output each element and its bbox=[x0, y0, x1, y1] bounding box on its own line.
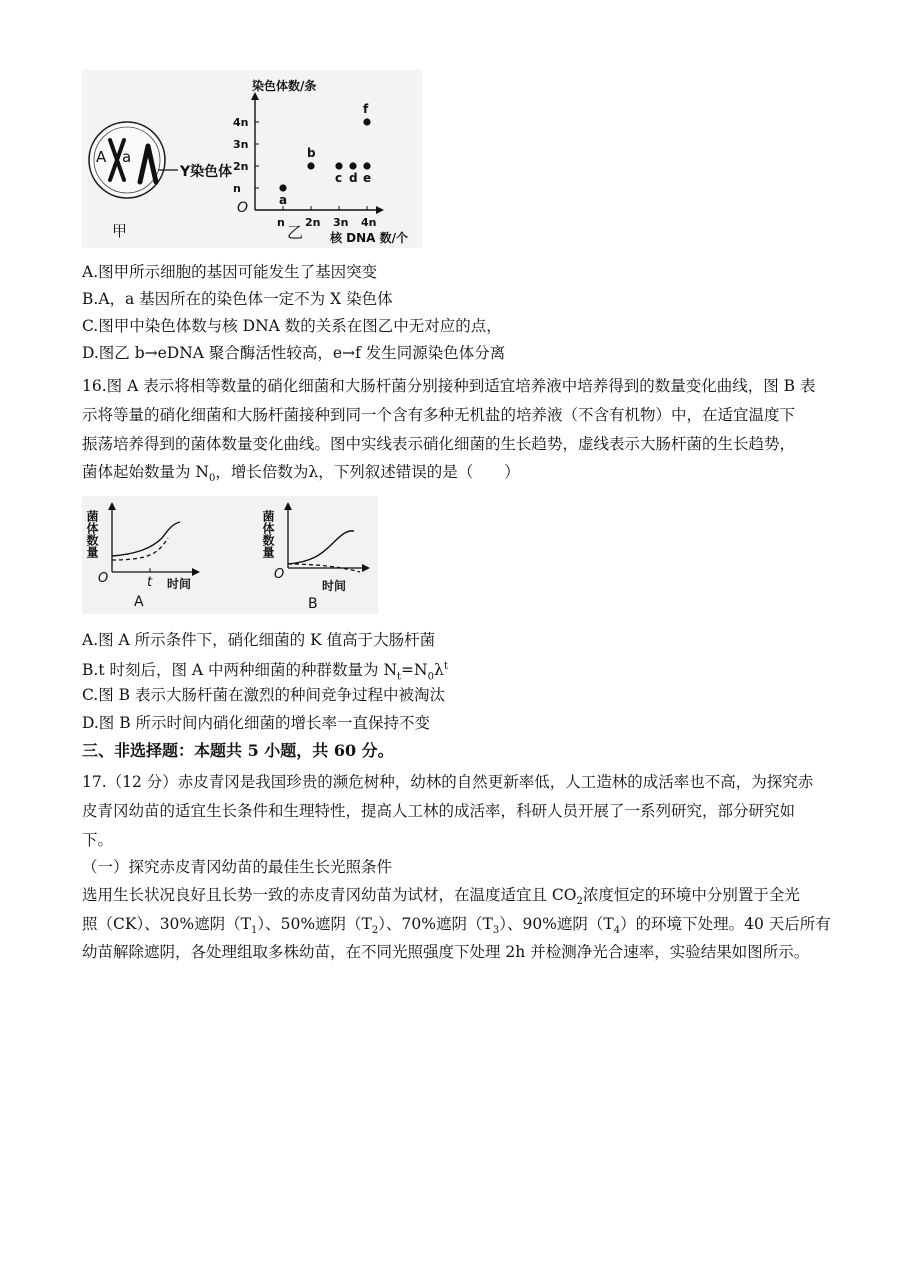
q17-stem-line6: 照（CK）、30%遮阴$(T_1)$、50%遮阴$(T_2)$、70%遮阴$(T_3)$、90%遮阴$(T_4)$的环境下处理。40 天后所有 bbox=[82, 915, 831, 937]
yi-xtick-label: n bbox=[277, 216, 285, 229]
chart-b-origin: O bbox=[274, 567, 285, 582]
figure-growth-ab bbox=[82, 496, 378, 614]
yi-point-label-c: c bbox=[335, 171, 343, 185]
yi-point-d bbox=[349, 162, 356, 169]
yi-point-f bbox=[363, 118, 370, 125]
q15-option-d: D.图乙 b→eDNA 聚合酶活性较高，e→f 发生同源染色体分离 bbox=[82, 344, 506, 362]
yi-label: 乙 bbox=[287, 223, 304, 242]
yi-xtick-label: 3n bbox=[333, 216, 349, 229]
figure-jia-yi bbox=[82, 70, 422, 248]
chart-a-origin: O bbox=[98, 571, 109, 586]
q16-stem-line2: 示将等量的硝化细菌和大肠杆菌接种到同一个含有多种无机盐的培养液（不含有机物）中，在适宜温度下 bbox=[82, 406, 796, 424]
chart-a-t: t bbox=[147, 575, 153, 590]
allele-a: a bbox=[122, 148, 132, 166]
q16-option-d: D.图 B 所示时间内硝化细菌的增长率一直保持不变 bbox=[82, 714, 431, 732]
yi-point-label-d: d bbox=[349, 171, 358, 185]
section-3-heading: 三、非选择题：本题共 5 小题，共 60 分。 bbox=[82, 741, 394, 760]
yi-point-a bbox=[279, 184, 286, 191]
q15-option-c: C.图甲中染色体数与核 DNA 数的关系在图乙中无对应的点， bbox=[82, 317, 502, 335]
yi-ytick-label: 2n bbox=[233, 160, 249, 173]
chart-a-caption: A bbox=[134, 594, 144, 610]
yi-xtick-label: 2n bbox=[305, 216, 321, 229]
q17-stem-line3: 下。 bbox=[82, 831, 114, 849]
q17-subtitle: （一）探究赤皮青冈幼苗的最佳生长光照条件 bbox=[82, 858, 393, 876]
q17-stem-line5: 选用生长状况良好且长势一致的赤皮青冈幼苗为试材，在温度适宜且 $CO_2$浓度恒定的环境中分别置于全光 bbox=[82, 886, 800, 908]
yi-point-c bbox=[335, 162, 342, 169]
yi-point-b bbox=[307, 162, 314, 169]
q16-option-c: C.图 B 表示大肠杆菌在激烈的种间竞争过程中被淘汰 bbox=[82, 686, 445, 704]
q16-option-a: A.图 A 所示条件下，硝化细菌的 K 值高于大肠杆菌 bbox=[82, 631, 436, 649]
yi-ytick-label: 3n bbox=[233, 138, 249, 151]
allele-A: A bbox=[96, 148, 107, 166]
q16-option-b: B.t 时刻后，图 A 中两种细菌的种群数量为 $N_t=N_0\lambda^t$ bbox=[82, 661, 448, 683]
chart-a-xlabel: 时间 bbox=[167, 577, 192, 591]
yi-xlabel: 核 DNA 数/个 bbox=[330, 231, 409, 245]
yi-point-e bbox=[363, 162, 370, 169]
q17-stem-line2: 皮青冈幼苗的适宜生长条件和生理特性，提高人工林的成活率，科研人员开展了一系列研究，部分研究如 bbox=[82, 802, 796, 820]
yi-point-label-b: b bbox=[307, 146, 316, 160]
yi-point-label-f: f bbox=[363, 102, 369, 116]
yi-ytick-label: 4n bbox=[233, 116, 249, 129]
chart-a-ylabel: 菌体数量 bbox=[85, 510, 99, 558]
q16-stem-line3: 振荡培养得到的菌体数量变化曲线。图中实线表示硝化细菌的生长趋势，虚线表示大肠杆菌的生长趋势， bbox=[82, 435, 796, 453]
q16-stem-line4: 菌体起始数量为 $N_0$，增长倍数为λ，下列叙述错误的是（ ） bbox=[82, 463, 520, 485]
yi-point-label-e: e bbox=[363, 171, 372, 185]
y-chromosome-label: Y染色体 bbox=[180, 164, 233, 180]
chart-b-ylabel: 菌体数量 bbox=[261, 510, 275, 558]
q16-stem-line1: 16.图 A 表示将相等数量的硝化细菌和大肠杆菌分别接种到适宜培养液中培养得到的数量变化曲线，图 B 表 bbox=[82, 377, 816, 395]
yi-xtick-label: 4n bbox=[361, 216, 377, 229]
q15-option-b: B.A，a 基因所在的染色体一定不为 X 染色体 bbox=[82, 290, 393, 308]
yi-origin: O bbox=[237, 200, 249, 216]
yi-point-label-a: a bbox=[279, 193, 288, 207]
chart-b-xlabel: 时间 bbox=[322, 579, 347, 593]
yi-ytick-label: n bbox=[233, 182, 241, 195]
q17-stem-line7: 幼苗解除遮阴，各处理组取多株幼苗，在不同光照强度下处理 2h 并检测净光合速率，实验结果如图所示。 bbox=[82, 943, 810, 961]
yi-ylabel: 染色体数/条 bbox=[252, 79, 317, 93]
q15-option-a: A.图甲所示细胞的基因可能发生了基因突变 bbox=[82, 263, 378, 281]
jia-label: 甲 bbox=[112, 222, 128, 240]
q17-stem-line1: 17.（12 分）赤皮青冈是我国珍贵的濒危树种，幼林的自然更新率低，人工造林的成活率也不高，为探究赤 bbox=[82, 773, 814, 791]
chart-b-caption: B bbox=[308, 596, 318, 612]
